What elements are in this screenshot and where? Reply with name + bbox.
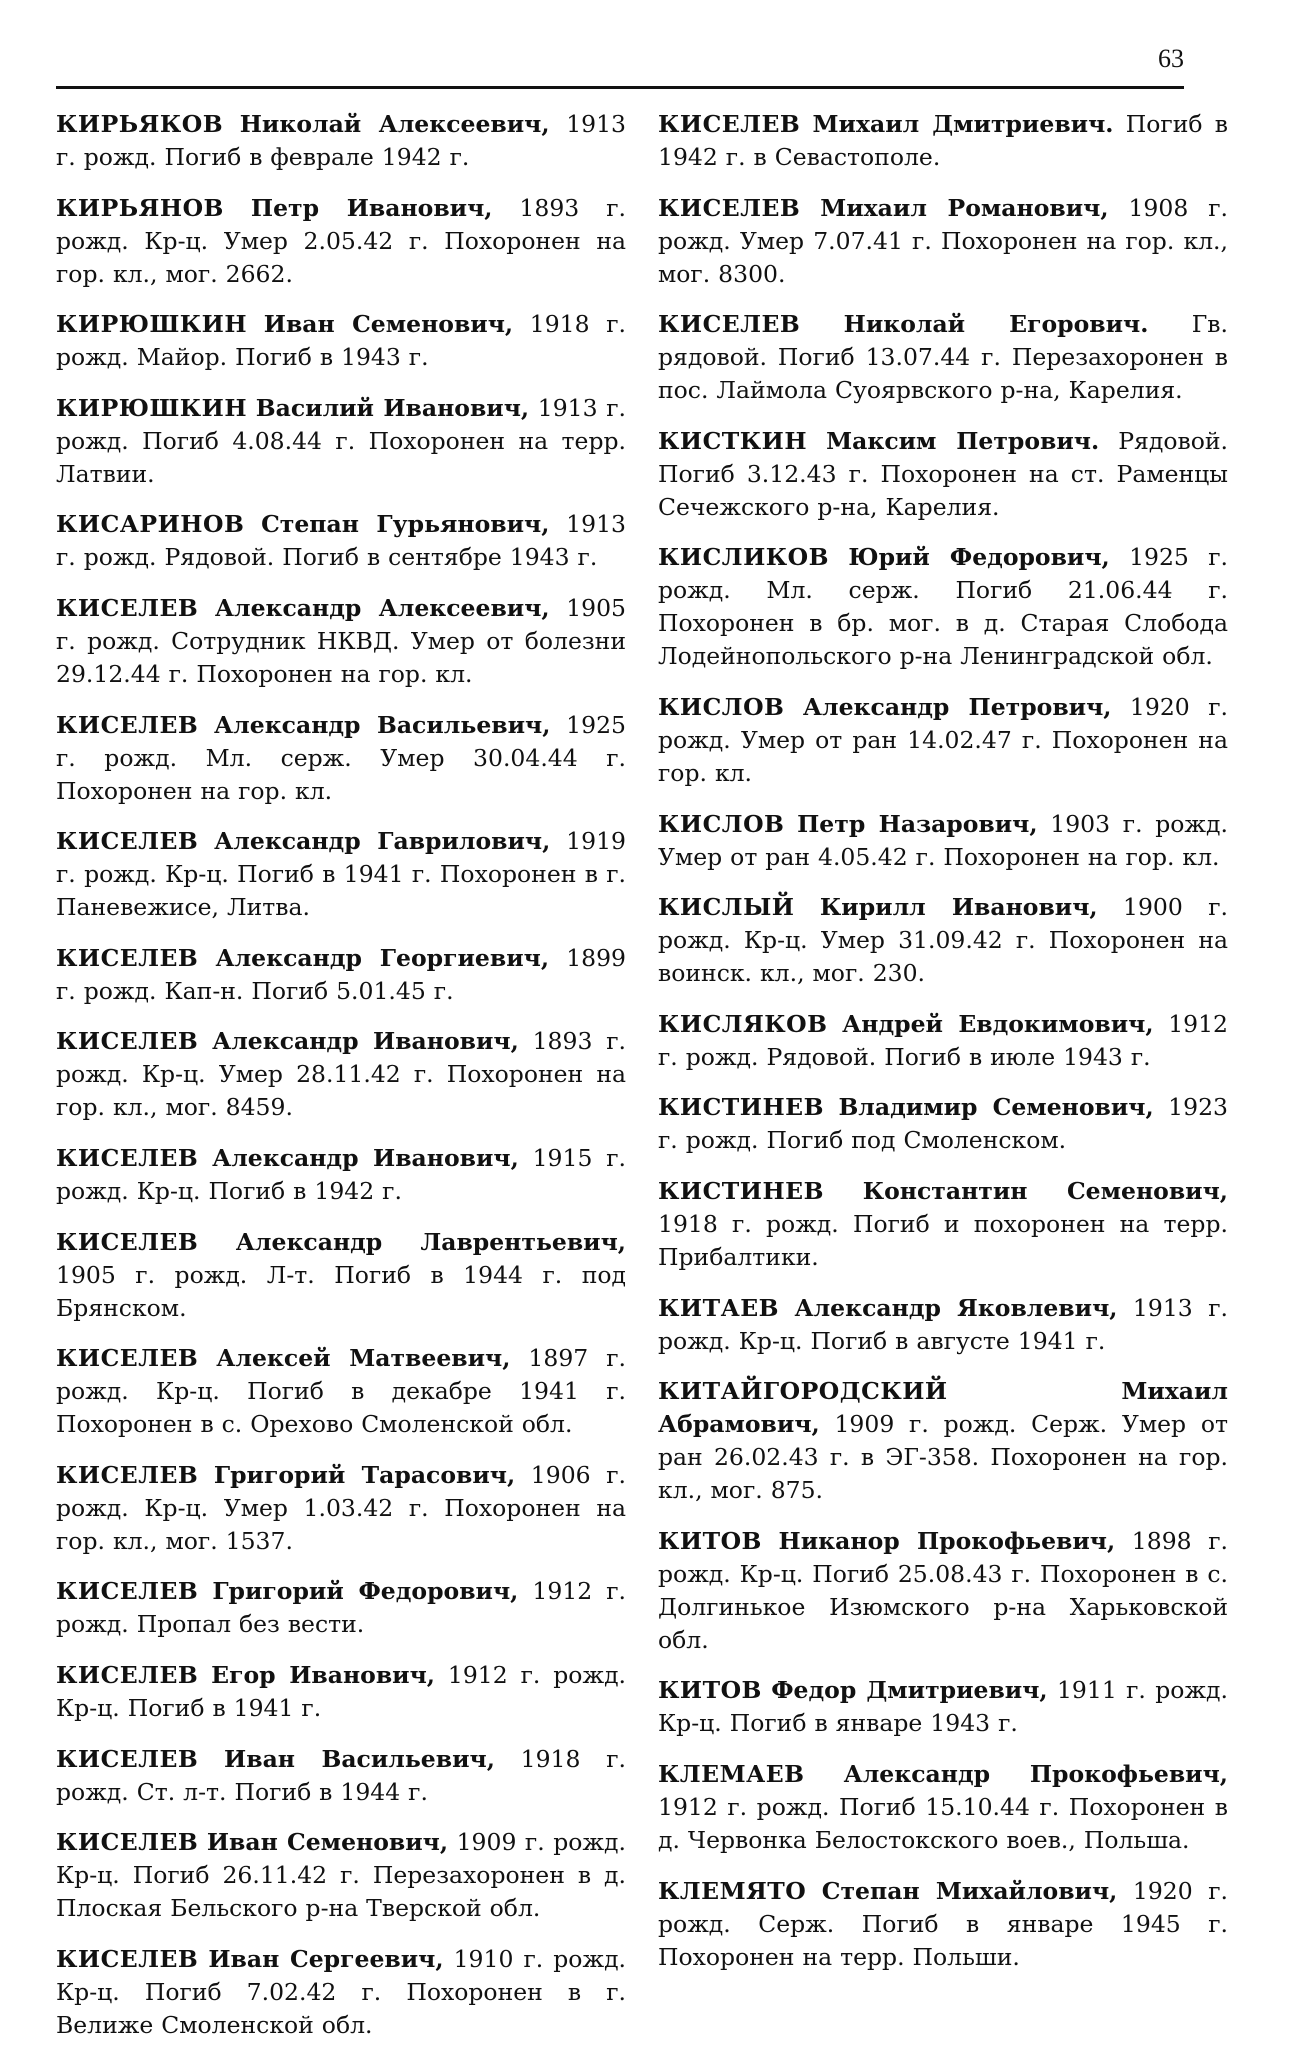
- entry-given-name: Григорий Тарасович,: [213, 1460, 516, 1489]
- entry-given-name: Степан Гурьянович,: [261, 510, 550, 539]
- entry-given-name: Александр Прокофьевич,: [843, 1759, 1228, 1788]
- entry-details: Гв. рядовой. Погиб 13.07.44 г. Перезахоронен в пос. Лаймола Суоярвского р-на, Карелия.: [658, 310, 1229, 405]
- entry-surname: КИТОВ: [658, 1676, 762, 1705]
- entry-surname: КИСЕЛЕВ: [56, 1944, 199, 1973]
- entry-surname: КИСЛИКОВ: [658, 543, 829, 572]
- memorial-entry: [56, 508, 626, 574]
- entry-surname: КИСЕЛЕВ: [658, 193, 801, 222]
- entry-details: 1893 г. рожд. Кр-ц. Умер 28.11.42 г. Похоронен на гор. кл., мог. 8459.: [56, 1027, 626, 1122]
- memorial-entry: [56, 1459, 626, 1558]
- entry-details: 1908 г. рожд. Умер 7.07.41 г. Похоронен на гор. кл., мог. 8300.: [658, 193, 1228, 288]
- entry-surname: КИРЮШКИН: [56, 393, 248, 422]
- entry-details: 1920 г. рожд. Серж. Погиб в январе 1945 г. Похоронен на терр. Польши.: [658, 1876, 1228, 1971]
- entry-given-name: Александр Иванович,: [212, 1143, 519, 1172]
- entry-surname: КИСЕЛЕВ: [56, 1027, 199, 1056]
- entry-details: 1913 г. рожд. Рядовой. Погиб в сентябре 1943 г.: [56, 510, 626, 572]
- memorial-entry: [658, 1292, 1228, 1358]
- right-column: [658, 108, 1228, 1991]
- page-number: 63: [1158, 44, 1184, 73]
- entry-given-name: Петр Назарович,: [797, 809, 1038, 838]
- entry-surname: КИСЕЛЕВ: [658, 310, 801, 339]
- memorial-entry: [56, 1142, 626, 1208]
- entry-surname: КИСТКИН: [658, 426, 808, 455]
- entry-given-name: Иван Васильевич,: [224, 1744, 495, 1773]
- entry-details: 1915 г. рожд. Кр-ц. Погиб в 1942 г.: [56, 1143, 626, 1205]
- memorial-entry: [56, 392, 626, 491]
- entry-surname: КИСЕЛЕВ: [56, 1460, 199, 1489]
- entry-given-name: Александр Петрович,: [802, 692, 1112, 721]
- memorial-entry: [658, 1525, 1228, 1657]
- entry-surname: КИТАЕВ: [658, 1293, 779, 1322]
- entry-surname: КИСЕЛЕВ: [56, 1344, 199, 1373]
- entry-given-name: Никанор Прокофьевич,: [778, 1526, 1116, 1555]
- entry-details: 1925 г. рожд. Мл. серж. Погиб 21.06.44 г. Похоронен в бр. мог. в д. Старая Слобода Лодейнопольского р-на Ленинградской обл.: [658, 543, 1228, 671]
- entry-details: 1909 г. рожд. Серж. Умер от ран 26.02.43 г. в ЭГ-358. Похоронен на гор. кл., мог. 875.: [658, 1410, 1228, 1505]
- entry-surname: КИСЕЛЕВ: [56, 593, 199, 622]
- entry-given-name: Федор Дмитриевич,: [771, 1676, 1048, 1705]
- entry-given-name: Алексей Матвеевич,: [216, 1344, 511, 1373]
- entry-surname: КИСТИНЕВ: [658, 1176, 824, 1205]
- memorial-entry: [658, 808, 1228, 874]
- entry-given-name: Василий Иванович,: [255, 393, 530, 422]
- entry-given-name: Степан Михайлович,: [821, 1876, 1118, 1905]
- entry-surname: КИТАЙГОРОДСКИЙ: [658, 1377, 948, 1406]
- memorial-entry: [56, 1342, 626, 1441]
- entry-surname: КИРЬЯНОВ: [56, 193, 224, 222]
- memorial-entry: [56, 192, 626, 291]
- memorial-entry: [658, 691, 1228, 790]
- entry-given-name: Максим Петрович.: [826, 426, 1100, 455]
- header-rule: [56, 86, 1184, 89]
- entry-details: 1923 г. рожд. Погиб под Смоленском.: [658, 1093, 1228, 1155]
- entry-given-name: Александр Лаврентьевич,: [235, 1227, 626, 1256]
- entry-given-name: Николай Егорович.: [843, 310, 1149, 339]
- memorial-entry: [56, 1826, 626, 1925]
- entry-details: 1903 г. рожд. Умер от ран 4.05.42 г. Похоронен на гор. кл.: [658, 809, 1228, 871]
- entry-given-name: Иван Семенович,: [263, 310, 514, 339]
- entry-details: 1920 г. рожд. Умер от ран 14.02.47 г. Похоронен на гор. кл.: [658, 692, 1228, 787]
- page-header: [0, 0, 1292, 100]
- entry-surname: КИСЛЫЙ: [658, 893, 795, 922]
- memorial-entry: [658, 1758, 1228, 1857]
- entry-details: 1899 г. рожд. Кап-н. Погиб 5.01.45 г.: [56, 943, 626, 1005]
- memorial-entry: [658, 1375, 1228, 1507]
- memorial-entry: [658, 1175, 1228, 1274]
- entry-surname: КИСЛОВ: [658, 692, 785, 721]
- entry-surname: КИСЕЛЕВ: [56, 943, 199, 972]
- entry-details: 1919 г. рожд. Кр-ц. Погиб в 1941 г. Похоронен в г. Паневежисе, Литва.: [56, 827, 626, 922]
- entry-given-name: Александр Иванович,: [212, 1027, 519, 1056]
- entry-details: 1925 г. рожд. Мл. серж. Умер 30.04.44 г. Похоронен на гор. кл.: [56, 710, 626, 805]
- entry-surname: КИТОВ: [658, 1526, 762, 1555]
- entry-surname: КЛЕМЯТО: [658, 1876, 807, 1905]
- entry-given-name: Иван Семенович,: [206, 1828, 449, 1857]
- entry-surname: КИСЛЯКОВ: [658, 1009, 828, 1038]
- entry-surname: КИСЕЛЕВ: [56, 1660, 199, 1689]
- entry-surname: КИРЬЯКОВ: [56, 110, 224, 138]
- entry-details: Погиб в 1942 г. в Севастополе.: [658, 110, 1228, 171]
- entry-details: 1913 г. рожд. Кр-ц. Погиб в августе 1941 г.: [658, 1293, 1228, 1355]
- entry-given-name: Михаил Абрамович,: [658, 1377, 1228, 1439]
- entry-given-name: Александр Георгиевич,: [215, 943, 550, 972]
- entry-surname: КИСЕЛЕВ: [56, 1744, 199, 1773]
- memorial-entry: [56, 1743, 626, 1809]
- entry-details: 1918 г. рожд. Майор. Погиб в 1943 г.: [56, 310, 626, 372]
- entry-surname: КИСЛОВ: [658, 809, 785, 838]
- entry-details: 1900 г. рожд. Кр-ц. Умер 31.09.42 г. Похоронен на воинск. кл., мог. 230.: [658, 893, 1229, 988]
- memorial-entry: [658, 1091, 1228, 1157]
- entry-surname: КИСЕЛЕВ: [658, 110, 801, 138]
- entry-details: 1906 г. рожд. Кр-ц. Умер 1.03.42 г. Похоронен на гор. кл., мог. 1537.: [56, 1460, 626, 1555]
- entry-given-name: Кирилл Иванович,: [819, 893, 1098, 922]
- entry-given-name: Андрей Евдокимович,: [842, 1009, 1154, 1038]
- memorial-entry: [56, 1226, 626, 1325]
- entry-given-name: Михаил Дмитриевич.: [812, 110, 1114, 138]
- entry-details: 1898 г. рожд. Кр-ц. Погиб 25.08.43 г. Похоронен в с. Долгинькое Изюмского р-на Харьковской обл.: [658, 1526, 1229, 1654]
- memorial-entry: [658, 192, 1228, 291]
- entry-details: 1893 г. рожд. Кр-ц. Умер 2.05.42 г. Похоронен на гор. кл., мог. 2662.: [56, 193, 626, 288]
- entry-given-name: Константин Семенович,: [862, 1176, 1228, 1205]
- memorial-entry: [56, 1659, 626, 1725]
- entry-details: 1911 г. рожд. Кр-ц. Погиб в январе 1943 г.: [658, 1676, 1228, 1738]
- entry-details: 1918 г. рожд. Погиб и похоронен на терр. Прибалтики.: [658, 1209, 1228, 1271]
- memorial-entry: [658, 1875, 1228, 1974]
- entry-details: 1897 г. рожд. Кр-ц. Погиб в декабре 1941 г. Похоронен в с. Орехово Смоленской обл.: [56, 1344, 626, 1439]
- entry-given-name: Александр Яковлевич,: [794, 1293, 1118, 1322]
- entry-details: 1912 г. рожд. Кр-ц. Погиб в 1941 г.: [56, 1660, 627, 1722]
- entry-surname: КИСЕЛЕВ: [56, 1828, 199, 1857]
- entry-details: 1912 г. рожд. Рядовой. Погиб в июле 1943 г.: [658, 1009, 1228, 1071]
- memorial-entry: [658, 308, 1228, 407]
- memorial-entry: [658, 1674, 1228, 1740]
- entry-details: 1913 г. рожд. Погиб 4.08.44 г. Похоронен на терр. Латвии.: [56, 393, 626, 488]
- entry-details: 1913 г. рожд. Погиб в феврале 1942 г.: [56, 110, 626, 171]
- entry-surname: КИСЕЛЕВ: [56, 1143, 199, 1172]
- memorial-entry: [56, 1943, 626, 2042]
- memorial-entry: [56, 825, 626, 924]
- entry-details: 1912 г. рожд. Погиб 15.10.44 г. Похоронен в д. Червонка Белостокского воев., Польша.: [658, 1792, 1228, 1854]
- memorial-entry: [56, 592, 626, 691]
- entry-surname: КИСЕЛЕВ: [56, 1577, 199, 1606]
- memorial-entry: [56, 942, 626, 1008]
- entry-surname: КИСЕЛЕВ: [56, 1227, 199, 1256]
- entry-details: 1918 г. рожд. Ст. л-т. Погиб в 1944 г.: [56, 1744, 626, 1806]
- memorial-entry: [658, 1008, 1228, 1074]
- memorial-entry: [56, 108, 626, 174]
- memorial-entry: [56, 709, 626, 808]
- entry-details: 1905 г. рожд. Л-т. Погиб в 1944 г. под Брянском.: [56, 1260, 626, 1322]
- entry-details: 1910 г. рожд. Кр-ц. Погиб 7.02.42 г. Похоронен в г. Велиже Смоленской обл.: [56, 1944, 627, 2039]
- memorial-entry: [56, 1575, 626, 1641]
- left-column: [56, 108, 626, 2059]
- entry-surname: КИСАРИНОВ: [56, 510, 245, 539]
- memorial-entry: [56, 1025, 626, 1124]
- memorial-entry: [658, 891, 1228, 990]
- entry-given-name: Николай Алексеевич,: [239, 110, 550, 138]
- entry-given-name: Александр Гаврилович,: [214, 827, 551, 856]
- entry-given-name: Михаил Романович,: [820, 193, 1109, 222]
- entry-given-name: Петр Иванович,: [250, 193, 493, 222]
- entry-details: 1905 г. рожд. Сотрудник НКВД. Умер от болезни 29.12.44 г. Похоронен на гор. кл.: [56, 593, 626, 688]
- entry-given-name: Александр Васильевич,: [214, 710, 551, 739]
- entry-given-name: Юрий Федорович,: [848, 543, 1110, 572]
- memorial-entry: [658, 425, 1228, 524]
- entry-surname: КИСТИНЕВ: [658, 1093, 824, 1122]
- memorial-entry: [658, 541, 1228, 673]
- entry-given-name: Григорий Федорович,: [212, 1577, 519, 1606]
- entry-surname: КЛЕМАЕВ: [658, 1759, 805, 1788]
- memorial-entry: [658, 108, 1228, 174]
- entry-surname: КИСЕЛЕВ: [56, 827, 199, 856]
- memorial-entry: [56, 308, 626, 374]
- entry-given-name: Владимир Семенович,: [838, 1093, 1154, 1122]
- entry-given-name: Иван Сергеевич,: [208, 1944, 444, 1973]
- entry-details: 1912 г. рожд. Пропал без вести.: [56, 1577, 626, 1639]
- entry-details: Рядовой. Погиб 3.12.43 г. Похоронен на ст. Раменцы Сечежского р-на, Карелия.: [658, 426, 1228, 521]
- entry-details: 1909 г. рожд. Кр-ц. Погиб 26.11.42 г. Перезахоронен в д. Плоская Бельского р-на Тверской обл.: [56, 1828, 626, 1923]
- entry-surname: КИСЕЛЕВ: [56, 710, 199, 739]
- entry-given-name: Александр Алексеевич,: [214, 593, 550, 622]
- entry-surname: КИРЮШКИН: [56, 310, 248, 339]
- entry-given-name: Егор Иванович,: [211, 1660, 435, 1689]
